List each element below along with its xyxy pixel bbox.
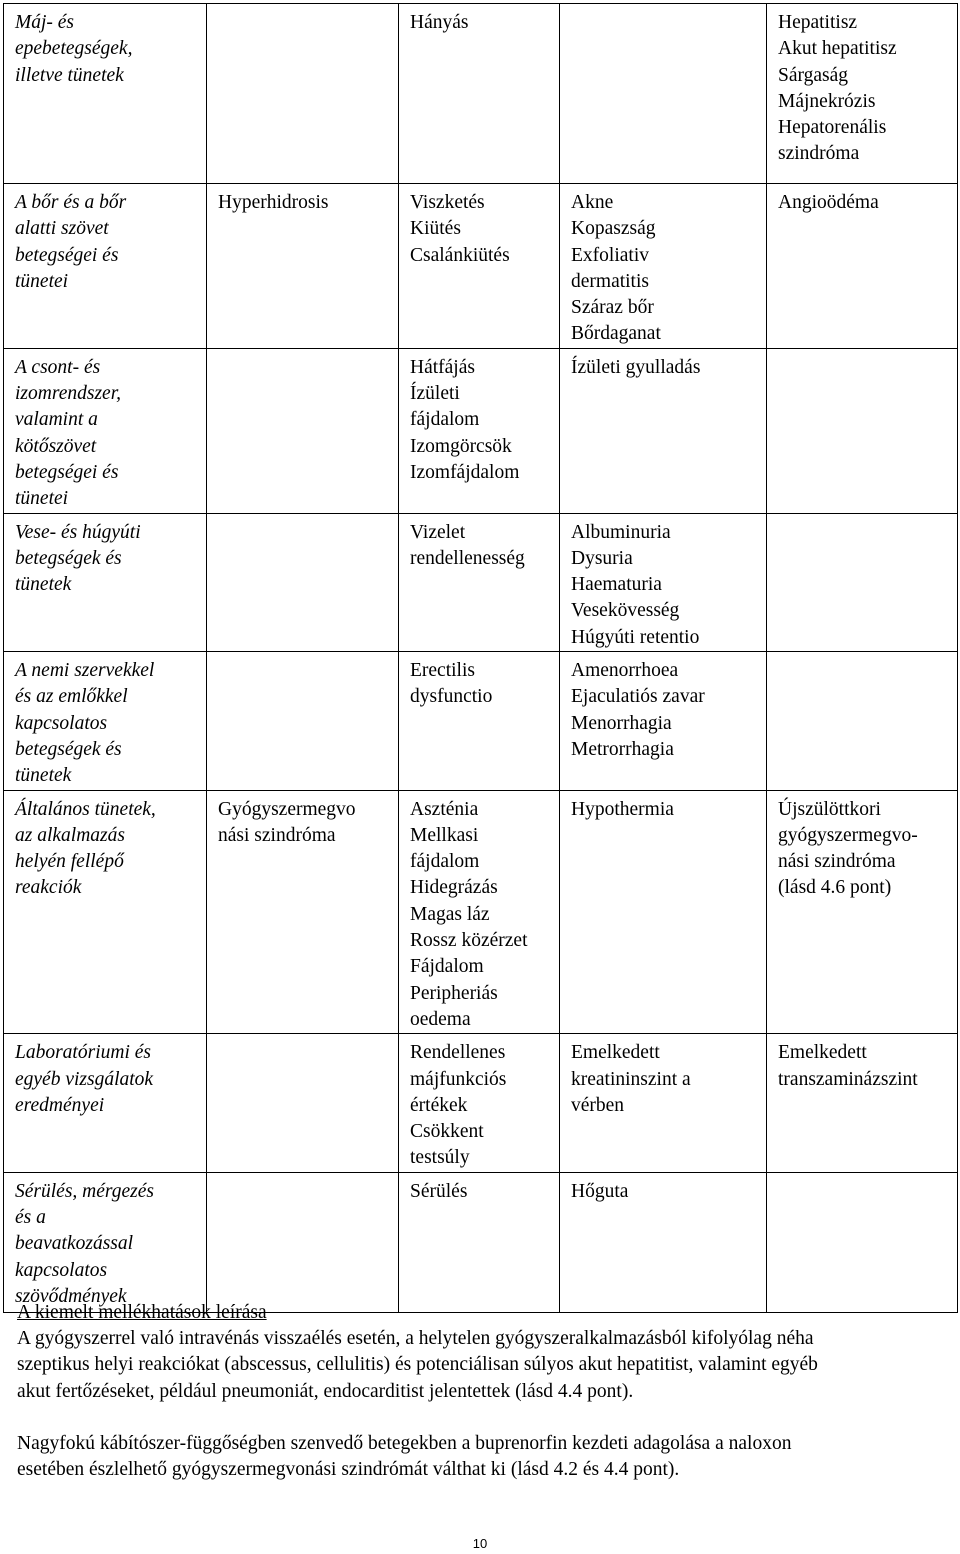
page-number: 10	[472, 1536, 488, 1551]
reaction-cell: Angioödéma	[767, 184, 958, 349]
category-cell: Máj- és epebetegségek, illetve tünetek	[4, 4, 207, 184]
paragraph-iv-misuse: A gyógyszerrel való intravénás visszaélés esetén, a helytelen gyógyszeralkalmazásból kifolyólag néha szeptikus helyi reakciókat (abscessus, cellulitis) és potenciálisan súlyos akut hepatitist, valamint egyéb akut fertőzéseket, például pneumoniát, endocarditist jelentettek (lásd 4.4 pont).	[17, 1328, 818, 1402]
category-cell: Általános tünetek, az alkalmazás helyén fellépő reakciók	[4, 790, 207, 1034]
reaction-cell: Viszketés Kiütés Csalánkiütés	[399, 184, 560, 349]
reaction-cell	[207, 1172, 399, 1312]
table-row-general	[4, 790, 958, 1034]
category-cell: Sérülés, mérgezés és a beavatkozással kapcsolatos szövődmények	[4, 1172, 207, 1312]
reaction-cell: Ízületi gyulladás	[560, 348, 767, 513]
reaction-cell: Hőguta	[560, 1172, 767, 1312]
reaction-cell	[767, 348, 958, 513]
reaction-cell	[560, 4, 767, 184]
section-heading: A kiemelt mellékhatások leírása	[17, 1302, 267, 1323]
reaction-cell: Akne Kopaszság Exfoliativ dermatitis Száraz bőr Bőrdaganat	[560, 184, 767, 349]
table-row-musculoskeletal	[4, 348, 958, 513]
reaction-cell	[207, 4, 399, 184]
paragraph-withdrawal: Nagyfokú kábítószer-függőségben szenvedő betegekben a buprenorfin kezdeti adagolása a naloxon esetében észlelhető gyógyszermegvonási szindrómát válthat ki (lásd 4.2 és 4.4 pont).	[17, 1433, 792, 1481]
category-cell: A csont- és izomrendszer, valamint a kötőszövet betegségei és tünetei	[4, 348, 207, 513]
reaction-cell: Amenorrhoea Ejaculatiós zavar Menorrhagia Metrorrhagia	[560, 652, 767, 790]
category-cell: Laboratóriumi és egyéb vizsgálatok eredményei	[4, 1034, 207, 1172]
reaction-cell	[207, 652, 399, 790]
reaction-cell: Hányás	[399, 4, 560, 184]
table-row-hepatobiliary	[4, 4, 958, 184]
reaction-cell	[767, 652, 958, 790]
reaction-cell: Rendellenes májfunkciós értékek Csökkent testsúly	[399, 1034, 560, 1172]
reaction-cell: Aszténia Mellkasi fájdalom Hidegrázás Magas láz Rossz közérzet Fájdalom Peripheriás oedema	[399, 790, 560, 1034]
reaction-cell: Albuminuria Dysuria Haematuria Vesekövesség Húgyúti retentio	[560, 513, 767, 651]
category-cell: A bőr és a bőr alatti szövet betegségei és tünetei	[4, 184, 207, 349]
reaction-cell	[767, 1172, 958, 1312]
reaction-cell: Újszülöttkori gyógyszermegvo- nási szindróma (lásd 4.6 pont)	[767, 790, 958, 1034]
table-row-skin	[4, 184, 958, 349]
reaction-cell	[207, 513, 399, 651]
reaction-cell: Gyógyszermegvo nási szindróma	[207, 790, 399, 1034]
table-row-injury	[4, 1172, 958, 1312]
reaction-cell: Hyperhidrosis	[207, 184, 399, 349]
reaction-cell: Emelkedett kreatininszint a vérben	[560, 1034, 767, 1172]
category-cell: Vese- és húgyúti betegségek és tünetek	[4, 513, 207, 651]
reaction-cell: Erectilis dysfunctio	[399, 652, 560, 790]
reaction-cell: Hepatitisz Akut hepatitisz Sárgaság Májnekrózis Hepatorenális szindróma	[767, 4, 958, 184]
reaction-cell: Emelkedett transzaminázszint	[767, 1034, 958, 1172]
reaction-cell: Hátfájás Ízületi fájdalom Izomgörcsök Izomfájdalom	[399, 348, 560, 513]
table-row-reproductive	[4, 652, 958, 790]
reaction-cell	[207, 1034, 399, 1172]
reaction-cell: Sérülés	[399, 1172, 560, 1312]
reaction-cell: Hypothermia	[560, 790, 767, 1034]
reaction-cell: Vizelet rendellenesség	[399, 513, 560, 651]
category-cell: A nemi szervekkel és az emlőkkel kapcsolatos betegségek és tünetek	[4, 652, 207, 790]
table-row-investigations	[4, 1034, 958, 1172]
reaction-cell	[767, 513, 958, 651]
adverse-reactions-table	[3, 3, 958, 1313]
table-row-renal	[4, 513, 958, 651]
reaction-cell	[207, 348, 399, 513]
